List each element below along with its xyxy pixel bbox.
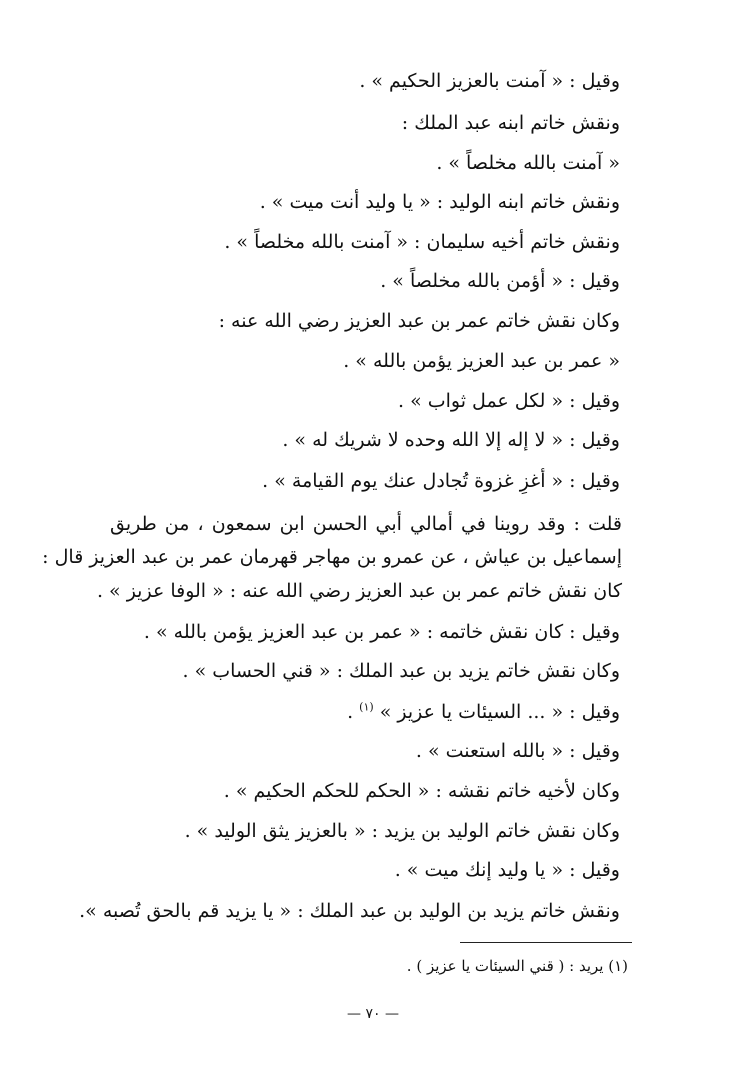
text-line-8: « عمر بن عبد العزيز يؤمن بالله » .	[343, 350, 620, 372]
text-line-16: وكان نقش خاتم يزيد بن عبد الملك : « قني الحساب » .	[182, 660, 620, 682]
text-line-17-body: وقيل : « ... السيئات يا عزيز »	[379, 701, 620, 723]
text-line-10: وقيل : « لا إله إلا الله وحده لا شريك له » .	[282, 429, 620, 451]
text-line-11: وقيل : « أغزِ غزوة تُجادل عنك يوم القيامة » .	[262, 470, 620, 492]
footnote-divider	[460, 942, 632, 943]
text-line-17-tail: .	[347, 701, 354, 723]
text-line-1: وقيل : « آمنت بالعزيز الحكيم » .	[359, 70, 620, 92]
text-line-3: « آمنت بالله مخلصاً » .	[436, 152, 620, 174]
page-number: — ٧٠ —	[347, 1006, 399, 1022]
footnote: (١) يريد : ( قني السيئات يا عزيز ) .	[406, 957, 628, 975]
text-line-15: وقيل : كان نقش خاتمه : « عمر بن عبد العزيز يؤمن بالله » .	[143, 621, 620, 643]
text-line-5: ونقش خاتم أخيه سليمان : « آمنت بالله مخلصاً » .	[224, 231, 620, 253]
text-line-2: ونقش خاتم ابنه عبد الملك :	[401, 112, 620, 134]
text-line-22: ونقش خاتم يزيد بن الوليد بن عبد الملك : « يا يزيد قم بالحق تُصبه ».	[79, 900, 620, 922]
text-line-13: إسماعيل بن عياش ، عن عمرو بن مهاجر قهرمان عمر بن عبد العزيز قال :	[42, 546, 622, 568]
text-line-9: وقيل : « لكل عمل ثواب » .	[398, 390, 620, 412]
text-line-12: قلت : وقد روينا في أمالي أبي الحسن ابن سمعون ، من طريق	[110, 513, 622, 535]
text-line-14: كان نقش خاتم عمر بن عبد العزيز رضي الله عنه : « الوفا عزيز » .	[96, 580, 622, 602]
text-line-4: ونقش خاتم ابنه الوليد : « يا وليد أنت ميت » .	[259, 191, 620, 213]
footnote-marker: (١)	[359, 700, 374, 714]
text-line-7: وكان نقش خاتم عمر بن عبد العزيز رضي الله عنه :	[218, 310, 620, 332]
text-line-19: وكان لأخيه خاتم نقشه : « الحكم للحكم الحكيم » .	[223, 780, 620, 802]
text-line-18: وقيل : « بالله استعنت » .	[415, 740, 620, 762]
text-line-17	[347, 697, 620, 727]
text-line-20: وكان نقش خاتم الوليد بن يزيد : « بالعزيز يثق الوليد » .	[184, 820, 620, 842]
text-line-21: وقيل : « يا وليد إنك ميت » .	[394, 859, 620, 881]
text-line-6: وقيل : « أؤمن بالله مخلصاً » .	[380, 270, 620, 292]
